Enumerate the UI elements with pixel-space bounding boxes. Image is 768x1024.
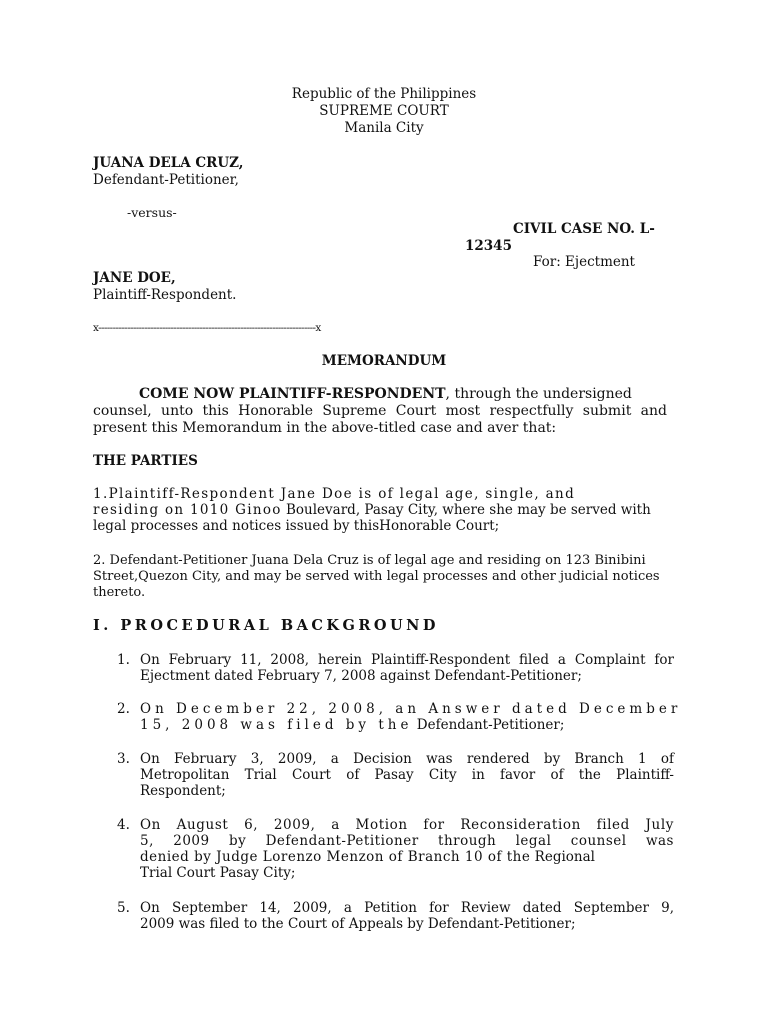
item2-line2: [140, 717, 564, 734]
case-number-line2: 12345: [465, 238, 512, 254]
party1-line2: [93, 502, 651, 519]
versus-label: -versus-: [127, 205, 177, 220]
intro-line3: present this Memorandum in the above-titled case and aver that:: [93, 420, 557, 436]
court-header-city: Manila City: [344, 120, 424, 136]
respondent-role: Plaintiff-Respondent.: [93, 287, 237, 303]
item3-line3: Respondent;: [140, 783, 226, 799]
item3-number: 3.: [117, 751, 130, 767]
intro-line2: counsel, unto this Honorable Supreme Court most respectfully submit and: [93, 403, 667, 419]
intro-rest: , through the undersigned: [445, 386, 632, 402]
petitioner-role: Defendant-Petitioner,: [93, 172, 239, 188]
item2-line2b: Defendant-Petitioner;: [416, 717, 565, 733]
item4-number: 4.: [117, 817, 130, 833]
item3-line2: Metropolitan Trial Court of Pasay City in favor of the Plaintiff-: [140, 767, 674, 783]
item4-line4: Trial Court Pasay City;: [140, 865, 296, 881]
item5-line1: On September 14, 2009, a Petition for Review dated September 9,: [140, 900, 674, 916]
document-title: MEMORANDUM: [321, 353, 447, 369]
item5-line2: 2009 was filed to the Court of Appeals by Defendant-Petitioner;: [140, 916, 576, 932]
intro-bold: COME NOW PLAINTIFF-RESPONDENT: [139, 386, 446, 402]
respondent-name: JANE DOE,: [93, 270, 176, 286]
caption-separator: x---------------------------------------------------------------------------x: [93, 322, 321, 334]
case-nature: For: Ejectment: [533, 254, 635, 270]
case-number-line1: CIVIL CASE NO. L-: [513, 221, 655, 237]
item4-line3: [140, 849, 595, 866]
party1-line2b: Boulevard, Pasay City, where she may be served with: [286, 502, 651, 518]
item2-number: 2.: [117, 701, 130, 717]
court-header-court: SUPREME COURT: [319, 103, 449, 119]
item1-line2: Ejectment dated February 7, 2008 against Defendant-Petitioner;: [140, 668, 582, 684]
item3-line1: On February 3, 2009, a Decision was rendered by Branch 1 of: [140, 751, 674, 767]
item5-number: 5.: [117, 900, 130, 916]
party2-line2: Street,Quezon City, and may be served with legal processes and other judicial notices: [93, 569, 660, 584]
intro-line1: [139, 386, 632, 403]
party2-line1: 2. Defendant-Petitioner Juana Dela Cruz is of legal age and residing on 123 Binibini: [93, 553, 646, 568]
court-header-republic: Republic of the Philippines: [291, 86, 477, 102]
party1-line2a: residing on 1010 Ginoo: [93, 502, 282, 518]
item4-line3a: denied by Judge Lorenzo Menzon of Branch 10 of the: [140, 849, 531, 865]
item1-number: 1.: [117, 652, 130, 668]
item4-line2: 5, 2009 by Defendant-Petitioner through legal counsel was: [140, 833, 674, 849]
petitioner-name: JUANA DELA CRUZ,: [93, 155, 244, 171]
item2-line1: On December 22, 2008, an Answer dated December: [140, 701, 682, 717]
parties-heading: THE PARTIES: [93, 453, 198, 469]
item1-line1: On February 11, 2008, herein Plaintiff-Respondent filed a Complaint for: [140, 652, 674, 668]
item2-line2a: 15, 2008 was filed by the: [140, 717, 413, 733]
section1-heading: I. PROCEDURAL BACKGROUND: [93, 617, 440, 634]
item4-line1: On August 6, 2009, a Motion for Reconsideration filed July: [140, 817, 674, 833]
party1-line3: legal processes and notices issued by thisHonorable Court;: [93, 518, 500, 534]
party1-line1: 1.Plaintiff-Respondent Jane Doe is of legal age, single, and: [93, 486, 576, 502]
item4-line3b: Regional: [534, 849, 595, 865]
party2-line3: thereto.: [93, 585, 146, 600]
